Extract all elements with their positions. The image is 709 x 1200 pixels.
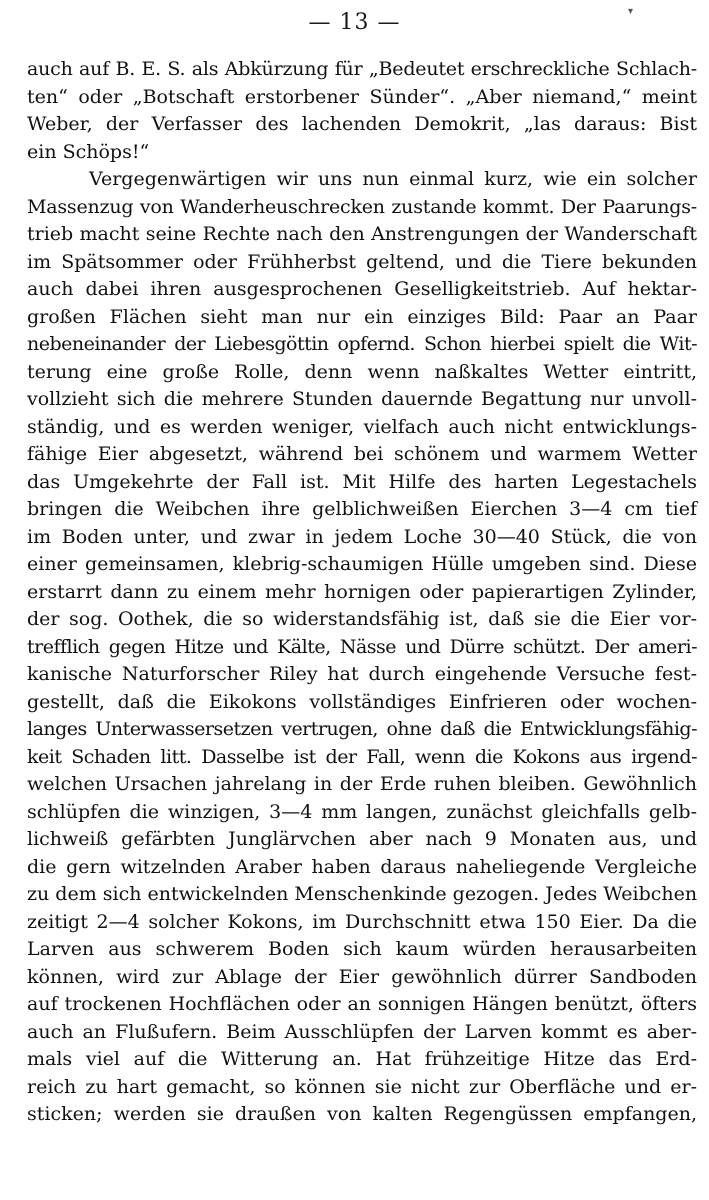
text-line: sticken; werden sie draußen von kalten Regengüssen empfangen, — [27, 1103, 697, 1125]
text-line: mals viel auf die Witterung an. Hat frühzeitige Hitze das Erd- — [27, 1048, 697, 1070]
text-line: können, wird zur Ablage der Eier gewöhnlich dürrer Sandboden — [27, 965, 697, 988]
text-line: welchen Ursachen jahrelang in der Erde ruhen bleiben. Gewöhnlich — [27, 773, 697, 795]
text-line: im Boden unter, und zwar in jedem Loche 30—40 Stück, die von — [27, 525, 697, 548]
text-line: langes Unterwassersetzen vertrugen, ohne daß die Entwicklungsfähig- — [27, 718, 697, 740]
text-line: ständig, und es werden weniger, vielfach auch nicht entwicklungs- — [27, 415, 697, 438]
text-line: terung eine große Rolle, denn wenn naßkaltes Wetter eintritt, — [27, 360, 697, 383]
text-line: im Spätsommer oder Frühherbst geltend, und die Tiere bekunden — [27, 250, 697, 273]
text-line: reich zu hart gemacht, so können sie nicht zur Oberfläche und er- — [27, 1075, 697, 1098]
text-line: keit Schaden litt. Dasselbe ist der Fall, wenn die Kokons aus irgend- — [27, 745, 697, 768]
page-number: — 13 — — [308, 10, 401, 35]
text-line: auch auf B. E. S. als Abkürzung für „Bedeutet erschreckliche Schlach- — [27, 58, 697, 80]
text-line: trieb macht seine Rechte nach den Anstrengungen der Wanderschaft — [27, 223, 697, 245]
text-line: kanische Naturforscher Riley hat durch eingehende Versuche fest- — [27, 663, 697, 685]
body-text — [27, 56, 697, 1129]
text-line: Weber, der Verfasser des lachenden Demokrit, „las daraus: Bist — [27, 113, 697, 135]
text-line: auch dabei ihren ausgesprochenen Geselligkeitstrieb. Auf hektar- — [27, 278, 697, 300]
text-line: Larven aus schwerem Boden sich kaum würden herausarbeiten — [27, 938, 697, 960]
text-line: auf trockenen Hochflächen oder an sonnigen Hängen benützt, öfters — [27, 993, 697, 1015]
text-line: zu dem sich entwickelnden Menschenkinde gezogen. Jedes Weibchen — [27, 883, 698, 905]
text-line: ein Schöps!“ — [27, 140, 150, 163]
text-line: trefflich gegen Hitze und Kälte, Nässe und Dürre schützt. Der ameri- — [27, 635, 697, 658]
text-line: einer gemeinsamen, klebrig-schaumigen Hülle umgeben sind. Diese — [27, 553, 697, 575]
text-line: schlüpfen die winzigen, 3—4 mm langen, zunächst gleichfalls gelb- — [27, 800, 697, 823]
text-line: großen Flächen sieht man nur ein einziges Bild: Paar an Paar — [27, 305, 697, 328]
text-line: vollzieht sich die mehrere Stunden dauernde Begattung nur unvoll- — [27, 388, 697, 410]
text-line: lichweiß gefärbten Junglärvchen aber nach 9 Monaten aus, und — [27, 828, 697, 850]
text-line: das Umgekehrte der Fall ist. Mit Hilfe des harten Legestachels — [27, 470, 697, 493]
text-line: bringen die Weibchen ihre gelblichweißen Eierchen 3—4 cm tief — [27, 498, 697, 520]
text-line: fähige Eier abgesetzt, während bei schönem und warmem Wetter — [27, 443, 697, 465]
text-line: die gern witzelnden Araber haben daraus naheliegende Vergleiche — [27, 855, 697, 878]
text-line: nebeneinander der Liebesgöttin opfernd. Schon hierbei spielt die Wit- — [27, 333, 697, 355]
print-speck: ▾ — [628, 6, 634, 17]
text-line: ten“ oder „Botschaft erstorbener Sünder“. „Aber niemand,“ meint — [27, 85, 697, 108]
text-line: Massenzug von Wanderheuschrecken zustande kommt. Der Paarungs- — [27, 195, 697, 218]
text-line: zeitigt 2—4 solcher Kokons, im Durchschnitt etwa 150 Eier. Da die — [27, 910, 697, 933]
text-line: gestellt, daß die Eikokons vollständiges Einfrieren oder wochen- — [27, 690, 697, 713]
text-line: der sog. Oothek, die so widerstandsfähig ist, daß sie die Eier vor- — [27, 608, 697, 630]
text-line: auch an Flußufern. Beim Ausschlüpfen der Larven kommt es aber- — [27, 1020, 697, 1043]
text-line: Vergegenwärtigen wir uns nun einmal kurz, wie ein solcher — [89, 168, 697, 190]
text-line: erstarrt dann zu einem mehr hornigen oder papierartigen Zylinder, — [27, 580, 697, 603]
